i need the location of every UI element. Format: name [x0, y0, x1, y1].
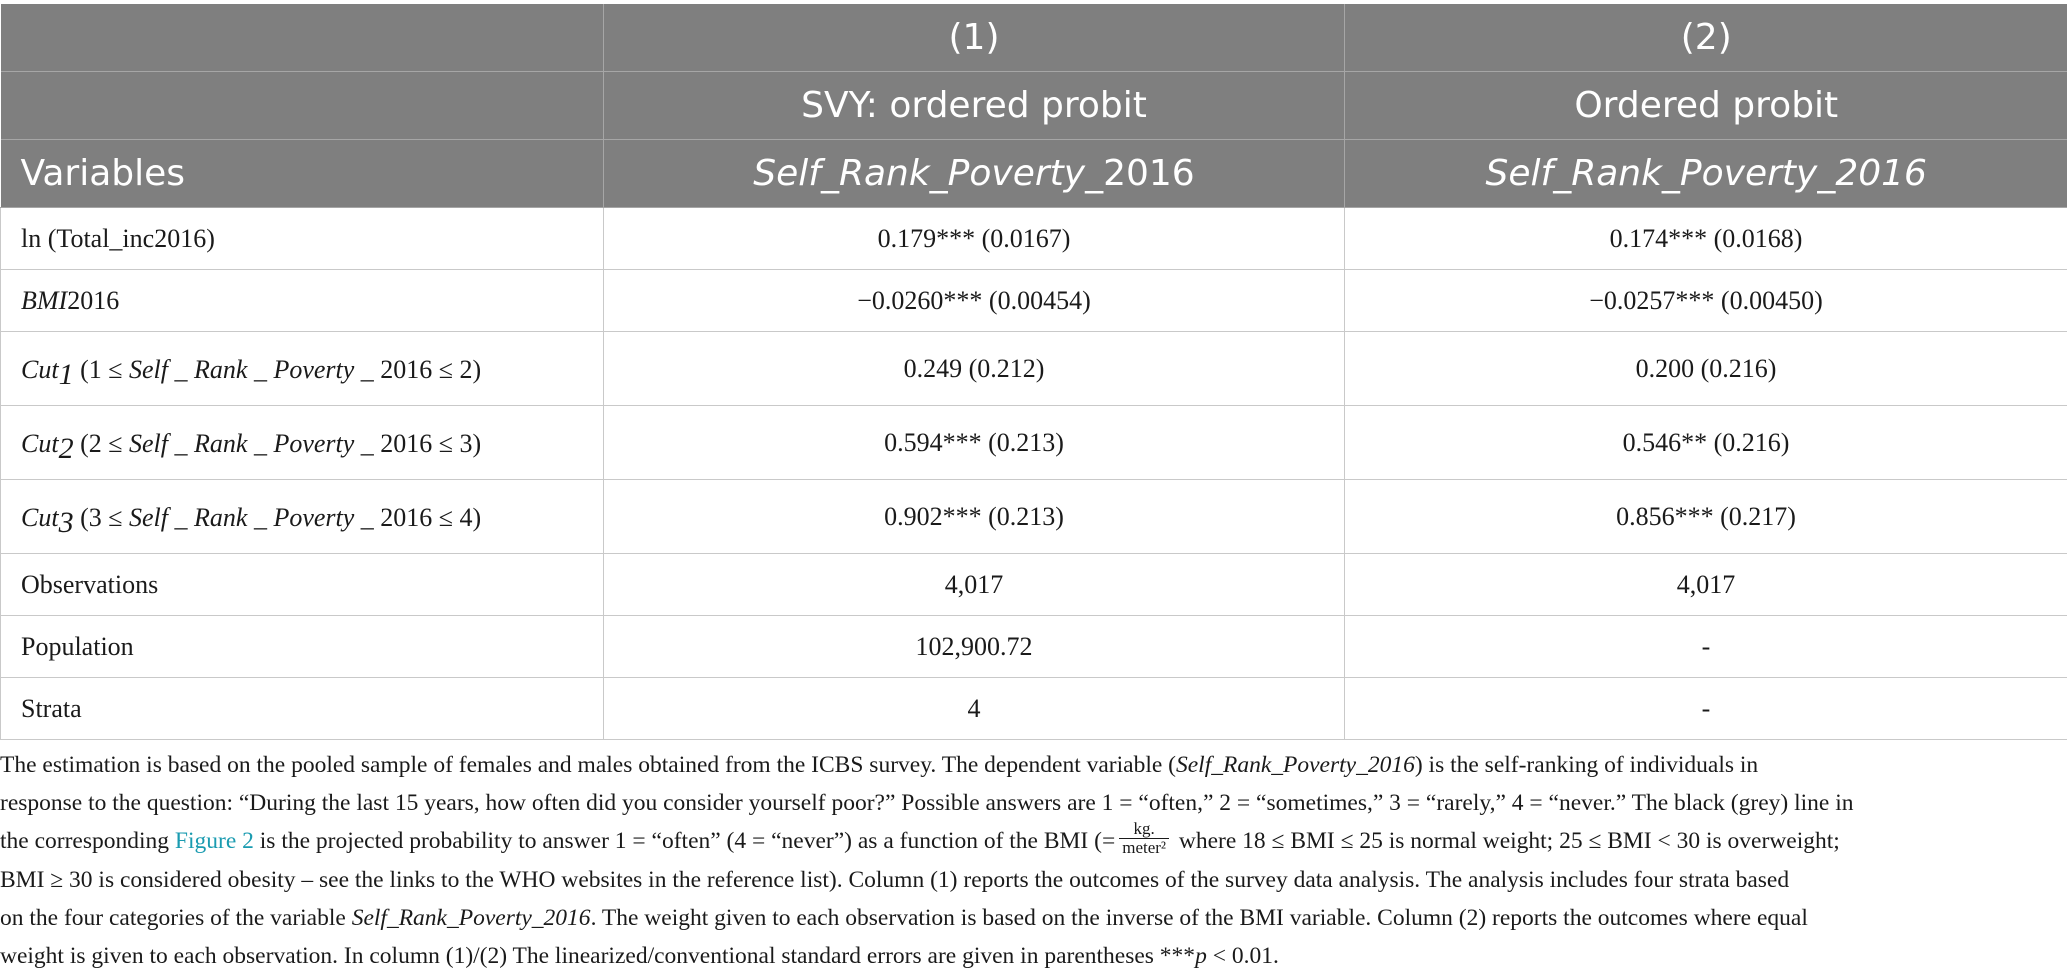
header-empty-cell: [1, 4, 604, 72]
row-label: [1, 480, 604, 554]
row-label: [1, 406, 604, 480]
dependent-var-year: 2016: [1103, 153, 1195, 194]
table-row: [1, 208, 2067, 270]
bmi-fraction: $\frac{kg.}{\text{meter²}}$: [1119, 820, 1169, 857]
row-col2-value: -: [1345, 616, 2067, 678]
range-sep: _: [247, 502, 274, 532]
header-col2-number: (2): [1345, 4, 2067, 72]
row-col2-value: 4,017: [1345, 554, 2067, 616]
footnote-line: The estimation is based on the pooled sample of females and males obtained from the ICBS survey. The dependent variable (Self_Rank_Poverty_2016) is the self-ranking of individuals in: [0, 752, 1759, 778]
cut-label: Cut: [21, 428, 59, 458]
header-col2-model: Ordered probit: [1345, 72, 2067, 140]
range-rank: Rank: [194, 428, 248, 458]
cut-label: Cut: [21, 502, 59, 532]
range-rank: Rank: [194, 354, 248, 384]
range-self: Self: [129, 502, 169, 532]
row-col2-value: 0.546** (0.216): [1345, 406, 2067, 480]
table-footnote: [0, 746, 2060, 975]
row-label: Strata: [1, 678, 604, 740]
table-header: [1, 4, 2067, 208]
row-col1-value: 102,900.72: [604, 616, 1345, 678]
row-col2-value: 0.200 (0.216): [1345, 332, 2067, 406]
row-label-italic: BMI: [21, 285, 68, 315]
row-label-plain: 2016: [67, 285, 120, 315]
row-col1-value: 0.179*** (0.0167): [604, 208, 1345, 270]
header-row-3: [1, 140, 2067, 208]
range-close: _ 2016 ≤ 4): [354, 502, 482, 532]
range-self: Self: [129, 428, 169, 458]
table-row: [1, 406, 2067, 480]
header-empty-cell: [1, 72, 604, 140]
table-row: [1, 678, 2067, 740]
row-col1-value: 4,017: [604, 554, 1345, 616]
row-label: [1, 270, 604, 332]
range-sep: _: [247, 354, 274, 384]
footnote-line: BMI ≥ 30 is considered obesity – see the links to the WHO websites in the reference list). Column (1) reports the outcomes of the survey data analysis. The analysis includes four strata based: [0, 867, 1790, 894]
row-col1-value: 0.594*** (0.213): [604, 406, 1345, 480]
range-sep: _: [168, 502, 195, 532]
table-row: [1, 270, 2067, 332]
dependent-var-name: Self_Rank_Poverty_: [753, 153, 1104, 194]
range-sep: _: [168, 354, 195, 384]
row-col2-value: −0.0257*** (0.00450): [1345, 270, 2067, 332]
footnote-line: on the four categories of the variable Self_Rank_Poverty_2016. The weight given to each observation is based on the inverse of the BMI variable. Column (2) reports the outcomes where equal: [0, 905, 1808, 932]
range-rank: Rank: [194, 502, 248, 532]
row-col1-value: 0.902*** (0.213): [604, 480, 1345, 554]
range-close: _ 2016 ≤ 3): [354, 428, 482, 458]
range-poverty: Poverty: [273, 428, 355, 458]
row-label: ln (Total_inc2016): [1, 208, 604, 270]
cut-label: Cut: [21, 354, 59, 384]
header-col1-model: SVY: ordered probit: [604, 72, 1345, 140]
footnote-line: the corresponding Figure 2 is the projected probability to answer 1 = “often” (4 = “never”) as a function of the BMI (= $\frac{kg.}{\text{meter²}}$ where 18 ≤ BMI ≤ 25 is normal weight; 25 ≤ BMI < 30 is overweight;: [0, 819, 1840, 858]
cut-subscript: 3: [58, 505, 74, 539]
row-label: Observations: [1, 554, 604, 616]
header-col2-dependent: Self_Rank_Poverty_2016: [1345, 140, 2067, 208]
table-row: [1, 480, 2067, 554]
row-col1-value: 4: [604, 678, 1345, 740]
cut-subscript: 2: [58, 431, 74, 465]
range-poverty: Poverty: [273, 502, 355, 532]
header-row-2: [1, 72, 2067, 140]
footnote-line: weight is given to each observation. In column (1)/(2) The linearized/conventional standard errors are given in parentheses ***p < 0.01.: [0, 943, 1279, 970]
table-row: [1, 332, 2067, 406]
regression-table: [0, 4, 2067, 740]
row-label: [1, 332, 604, 406]
range-open: (2 ≤: [73, 428, 130, 458]
header-variables-label: Variables: [1, 140, 604, 208]
header-row-1: [1, 4, 2067, 72]
range-sep: _: [168, 428, 195, 458]
footnote-line: response to the question: “During the last 15 years, how often did you consider yourself poor?” Possible answers are 1 = “often,” 2 = “sometimes,” 3 = “rarely,” 4 = “never.” The black (grey) line in: [0, 790, 1854, 816]
row-col1-value: −0.0260*** (0.00454): [604, 270, 1345, 332]
range-close: _ 2016 ≤ 2): [354, 354, 482, 384]
row-label: Population: [1, 616, 604, 678]
table-row: [1, 616, 2067, 678]
header-col1-number: (1): [604, 4, 1345, 72]
range-self: Self: [129, 354, 169, 384]
row-col2-value: 0.856*** (0.217): [1345, 480, 2067, 554]
range-open: (3 ≤: [73, 502, 130, 532]
range-poverty: Poverty: [273, 354, 355, 384]
figure-2-link[interactable]: Figure 2: [174, 828, 254, 854]
range-sep: _: [247, 428, 274, 458]
table-row: [1, 554, 2067, 616]
table-body: [1, 208, 2067, 740]
row-col1-value: 0.249 (0.212): [604, 332, 1345, 406]
header-col1-dependent: [604, 140, 1345, 208]
cut-subscript: 1: [58, 357, 74, 391]
row-col2-value: -: [1345, 678, 2067, 740]
row-col2-value: 0.174*** (0.0168): [1345, 208, 2067, 270]
range-open: (1 ≤: [73, 354, 130, 384]
